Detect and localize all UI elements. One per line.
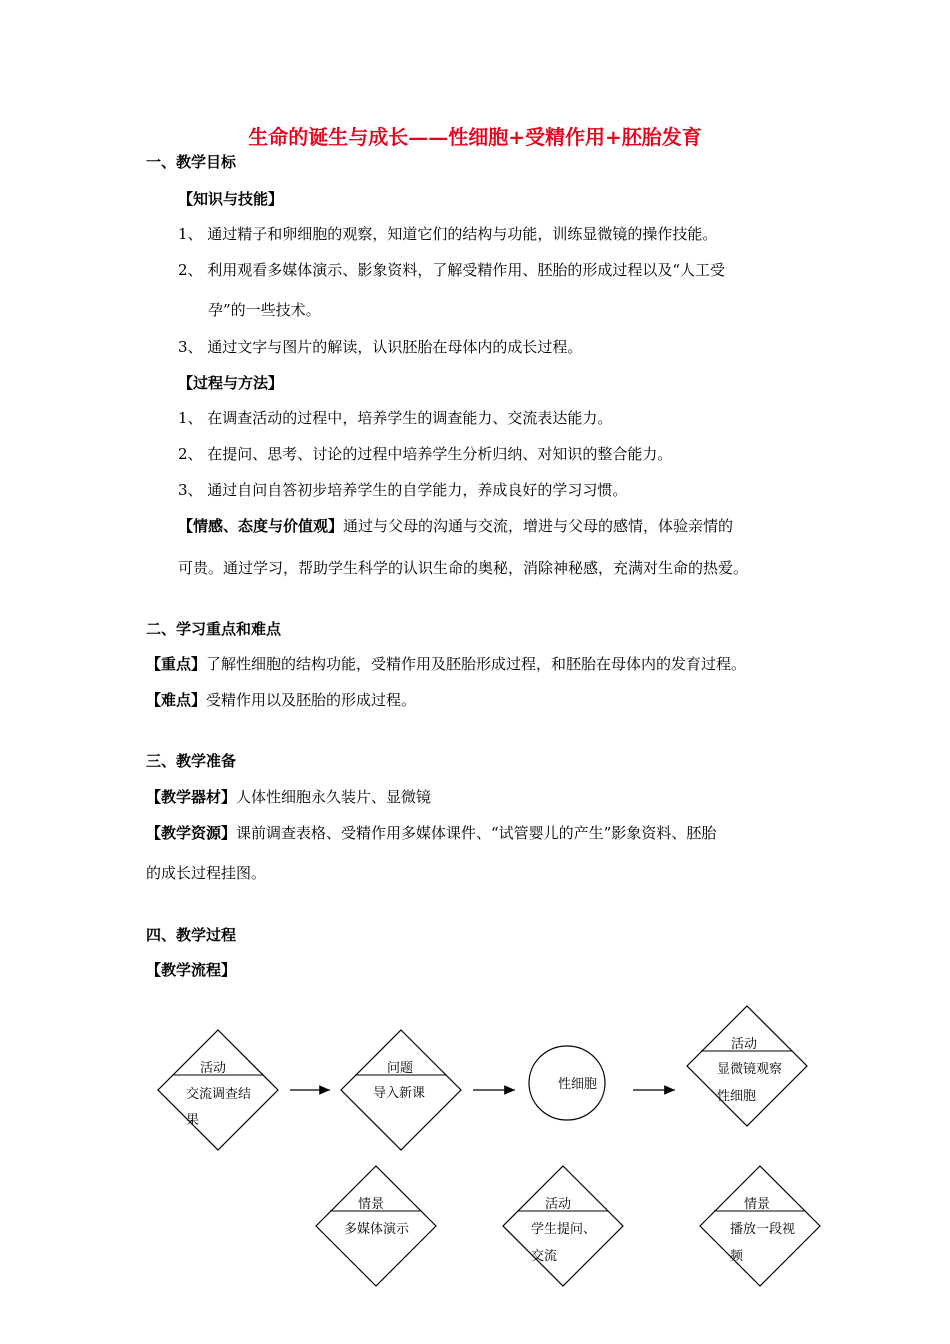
emotion-paragraph (178, 516, 733, 536)
flow-node-label: 问题 (387, 1061, 414, 1076)
process-item-1: 1、 在调查活动的过程中，培养学生的调查能力、交流表达能力。 (178, 409, 613, 427)
section-heading-preparation: 三、教学准备 (146, 752, 237, 770)
difficulty-label: 【难点】 (146, 691, 207, 709)
flow-node-label: 情景 (744, 1197, 771, 1212)
flow-node-scene-multimedia (316, 1166, 436, 1286)
flow-node-label: 活动 (545, 1197, 572, 1212)
flow-node-activity-microscope (687, 1006, 807, 1126)
equipment-paragraph (146, 787, 431, 807)
subheading-knowledge: 【知识与技能】 (178, 190, 284, 208)
emotion-text: 通过与父母的沟通与交流，增进与父母的感情，体验亲情的 (343, 517, 734, 535)
key-point-paragraph (146, 654, 746, 674)
subheading-emotion: 【情感、态度与价值观】 (178, 517, 344, 535)
resources-text: 课前调查表格、受精作用多媒体课件、“试管婴儿的产生”影象资料、胚胎 (236, 824, 717, 842)
process-item-2: 2、 在提问、思考、讨论的过程中培养学生分析归纳、对知识的整合能力。 (178, 445, 673, 463)
knowledge-item-1: 1、 通过精子和卵细胞的观察，知道它们的结构与功能，训练显微镜的操作技能。 (178, 225, 718, 243)
flow-node-label: 活动 (731, 1037, 758, 1052)
flow-node-label: 活动 (200, 1061, 227, 1076)
section-heading-keypoints: 二、学习重点和难点 (146, 620, 282, 638)
document-title: 生命的诞生与成长——性细胞+受精作用+胚胎发育 (248, 125, 702, 149)
flow-node-question-intro (341, 1030, 461, 1150)
process-item-3: 3、 通过自问自答初步培养学生的自学能力，养成良好的学习习惯。 (178, 481, 628, 499)
flow-node-text: 播放一段视 (730, 1222, 796, 1237)
key-point-text: 了解性细胞的结构功能，受精作用及胚胎形成过程，和胚胎在母体内的发育过程。 (206, 655, 747, 673)
flow-node-text: 性细胞 (558, 1077, 598, 1092)
difficulty-paragraph (146, 690, 416, 710)
equipment-text: 人体性细胞永久装片、显微镜 (236, 788, 432, 806)
flow-node-text: 交流 (531, 1249, 558, 1264)
resources-label: 【教学资源】 (146, 824, 237, 842)
emotion-paragraph-cont: 可贵。通过学习，帮助学生科学的认识生命的奥秘，消除神秘感，充满对生命的热爱。 (178, 559, 749, 577)
flow-node-text: 显微镜观察 (717, 1062, 783, 1077)
resources-paragraph (146, 823, 716, 843)
flow-node-text: 性细胞 (717, 1089, 757, 1104)
flow-node-activity-questions (503, 1166, 623, 1286)
flow-node-text: 导入新课 (373, 1086, 426, 1101)
flow-node-text: 交流调查结 (186, 1087, 252, 1102)
subheading-process: 【过程与方法】 (178, 374, 284, 392)
equipment-label: 【教学器材】 (146, 788, 237, 806)
teaching-flow-diagram (0, 990, 950, 1310)
flow-node-scene-video (700, 1166, 820, 1286)
flow-node-text: 学生提问、 (531, 1222, 597, 1237)
flow-node-text: 果 (186, 1113, 200, 1128)
flow-node-activity-survey (158, 1030, 278, 1150)
section-heading-process: 四、教学过程 (146, 926, 237, 944)
knowledge-item-2-cont: 孕”的一些技术。 (208, 301, 321, 319)
knowledge-item-2: 2、 利用观看多媒体演示、影象资料，了解受精作用、胚胎的形成过程以及“人工受 (178, 261, 725, 279)
flow-node-sex-cells (529, 1046, 605, 1120)
flow-node-label: 情景 (358, 1197, 385, 1212)
knowledge-item-3: 3、 通过文字与图片的解读，认识胚胎在母体内的成长过程。 (178, 338, 583, 356)
flow-node-text: 多媒体演示 (344, 1222, 410, 1237)
subheading-teaching-flow: 【教学流程】 (146, 961, 237, 979)
flow-node-text: 频 (730, 1249, 744, 1264)
key-point-label: 【重点】 (146, 655, 207, 673)
resources-paragraph-cont: 的成长过程挂图。 (146, 864, 267, 882)
difficulty-text: 受精作用以及胚胎的形成过程。 (206, 691, 417, 709)
section-heading-goals: 一、教学目标 (146, 153, 237, 171)
